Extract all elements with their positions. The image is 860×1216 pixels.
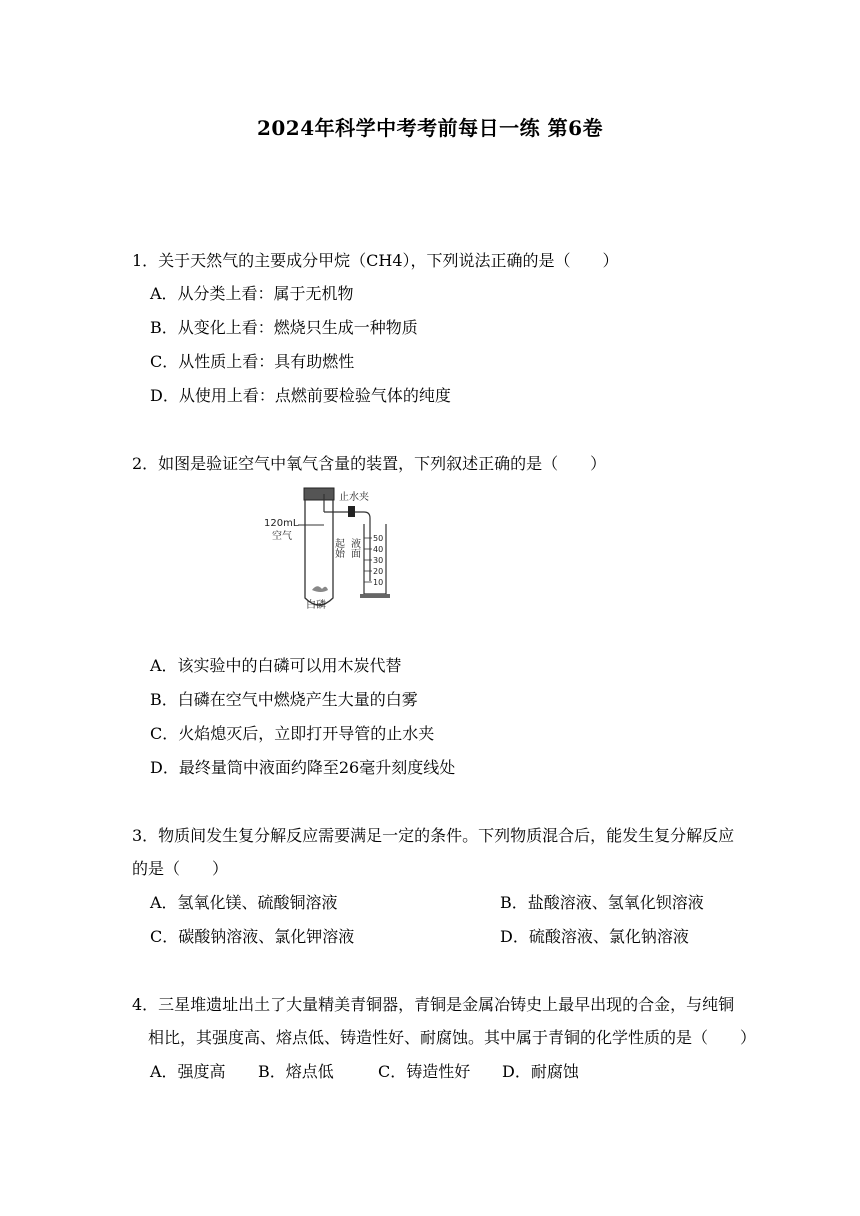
question-4-stem-line2: 相比，其强度高、熔点低、铸造性好、耐腐蚀。其中属于青铜的化学性质的是（ ）	[148, 1028, 757, 1047]
rubber-stopper	[304, 488, 334, 500]
scale-30: 30	[373, 556, 384, 565]
clamp-label: 止水夹	[339, 492, 369, 503]
air-label: 空气	[272, 531, 292, 542]
liquid-label: 液面	[348, 538, 360, 558]
cylinder-base	[360, 594, 390, 598]
scale-40: 40	[373, 545, 384, 554]
question-3-option-b: B．盐酸溶液、氢氧化钡溶液	[500, 893, 704, 912]
glass-tube	[324, 512, 370, 581]
start-label: 起始	[332, 538, 344, 558]
phosphorus-label: 白磷	[306, 600, 326, 611]
question-1-stem: 1．关于天然气的主要成分甲烷（CH4），下列说法正确的是（ ）	[132, 251, 619, 270]
question-2-option-a: A．该实验中的白磷可以用木炭代替	[150, 656, 402, 675]
question-2-stem: 2．如图是验证空气中氧气含量的装置，下列叙述正确的是（ ）	[132, 454, 607, 473]
question-3-stem-line2: 的是（ ）	[132, 859, 229, 878]
question-3-stem-line1: 3．物质间发生复分解反应需要满足一定的条件。下列物质混合后，能发生复分解反应	[132, 826, 735, 845]
question-2-option-d: D．最终量筒中液面约降至26毫升刻度线处	[150, 758, 456, 777]
scale-20: 20	[373, 567, 384, 576]
scale-50: 50	[373, 534, 384, 543]
question-3-option-a: A．氢氧化镁、硫酸铜溶液	[150, 893, 338, 912]
page-title: 2024年科学中考考前每日一练 第6卷	[256, 116, 604, 140]
question-1-option-a: A．从分类上看：属于无机物	[150, 284, 354, 303]
question-4-option-b: B．熔点低	[258, 1062, 334, 1081]
question-3-option-d: D．硫酸溶液、氯化钠溶液	[500, 927, 689, 946]
question-4-stem-line1: 4．三星堆遗址出土了大量精美青铜器，青铜是金属冶铸史上最早出现的合金，与纯铜	[132, 995, 735, 1014]
volume-label: 120mL	[264, 518, 299, 529]
question-2-option-c: C．火焰熄灭后，立即打开导管的止水夹	[150, 724, 435, 743]
question-2-option-b: B．白磷在空气中燃烧产生大量的白雾	[150, 690, 418, 709]
question-4-option-c: C．铸造性好	[378, 1062, 471, 1081]
experiment-apparatus-figure	[264, 486, 394, 618]
water-clamp	[348, 506, 355, 517]
question-4-option-d: D．耐腐蚀	[502, 1062, 579, 1081]
question-1-option-b: B．从变化上看：燃烧只生成一种物质	[150, 318, 418, 337]
question-1-option-c: C．从性质上看：具有助燃性	[150, 352, 355, 371]
question-3-option-c: C．碳酸钠溶液、氯化钾溶液	[150, 927, 355, 946]
white-phosphorus	[312, 586, 328, 592]
scale-10: 10	[373, 578, 384, 587]
question-4-option-a: A．强度高	[150, 1062, 226, 1081]
question-1-option-d: D．从使用上看：点燃前要检验气体的纯度	[150, 386, 451, 405]
